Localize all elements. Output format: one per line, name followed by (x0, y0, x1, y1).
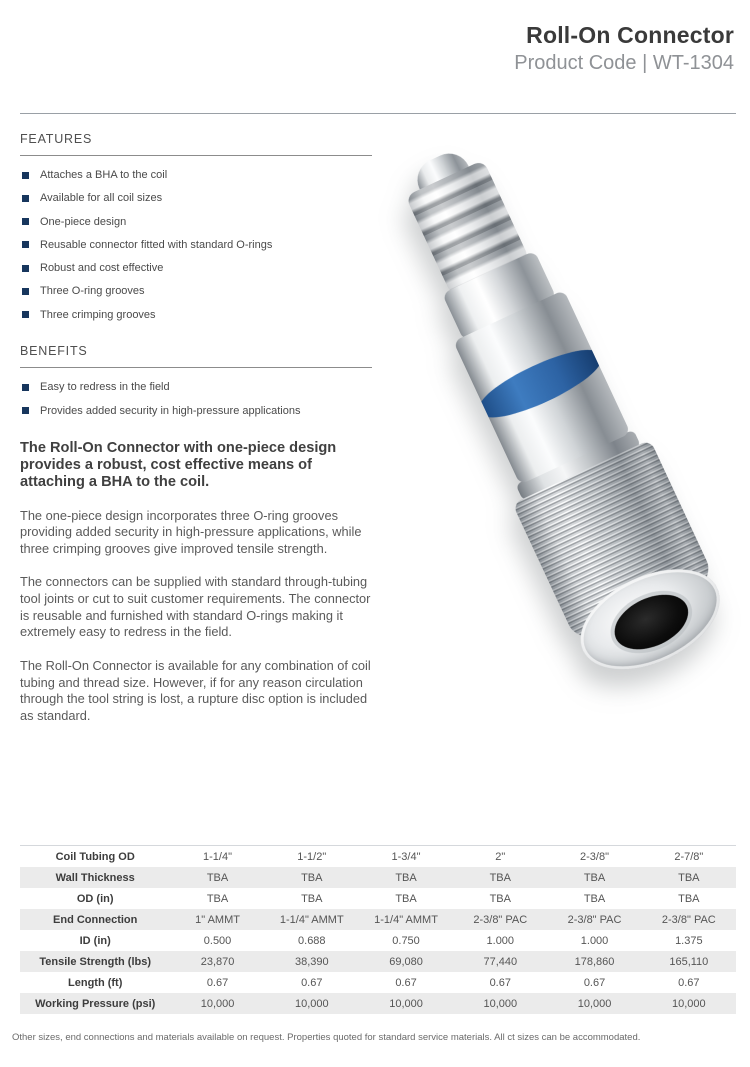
row-value: 10,000 (483, 997, 518, 1010)
row-value: 38,390 (294, 955, 329, 968)
feature-item (20, 285, 372, 299)
intro-paragraph: The Roll-On Connector with one-piece design provides a robust, cost effective means of attaching a BHA to the coil. (20, 440, 337, 490)
row-value: 1-1/4" (203, 850, 233, 863)
feature-item (20, 216, 372, 230)
bullet-square-icon (22, 407, 29, 414)
feature-text: Three crimping grooves (40, 308, 156, 321)
product-image (378, 138, 750, 683)
feature-text: Reusable connector fitted with standard O-rings (40, 238, 273, 251)
row-value: TBA (301, 871, 323, 884)
bullet-square-icon (22, 172, 29, 179)
benefits-list (20, 381, 372, 418)
body-paragraph-3: The Roll-On Connector is available for any combination of coil tubing and thread size. However, if for any reason circulation through the tool string is lost, a rupture disc option is included as standard. (20, 657, 371, 723)
bullet-square-icon (22, 265, 29, 272)
row-value: 0.67 (489, 976, 511, 989)
row-value: TBA (678, 892, 700, 905)
row-value: 1-1/4" AMMT (279, 913, 344, 926)
feature-text: Available for all coil sizes (40, 192, 163, 205)
row-value: 10,000 (200, 997, 235, 1010)
benefit-text: Easy to redress in the field (40, 381, 170, 394)
row-value: 2-3/8" (580, 850, 610, 863)
feature-text: Robust and cost effective (40, 262, 164, 274)
page-title: Roll-On Connector (526, 22, 734, 48)
row-value: TBA (206, 871, 229, 884)
row-label: End Connection (53, 913, 138, 926)
benefit-item (20, 381, 372, 395)
row-value: TBA (395, 871, 417, 884)
body-paragraph-2: The connectors can be supplied with standard through-tubing tool joints or cut to suit customer requirements. The connector is reusable and furnished with standard O-rings making it extremely easy to redress in the field. (20, 574, 371, 640)
row-value: 0.500 (203, 934, 232, 947)
row-value: 0.750 (392, 934, 420, 947)
table-row (20, 846, 736, 868)
row-value: TBA (489, 892, 511, 905)
row-value: 10,000 (389, 997, 423, 1010)
row-value: TBA (583, 871, 606, 884)
table-row (20, 888, 736, 909)
row-value: 23,870 (200, 955, 235, 968)
bullet-square-icon (22, 218, 29, 225)
bullet-square-icon (22, 288, 29, 295)
row-value: 1-1/2" (297, 850, 327, 863)
header (514, 22, 734, 75)
row-value: 0.688 (298, 934, 326, 947)
feature-text: One-piece design (40, 215, 127, 228)
row-value: 69,080 (389, 955, 423, 968)
row-label: Length (ft) (68, 976, 123, 989)
row-value: 2" (495, 850, 506, 863)
features-heading: FEATURES (20, 132, 372, 156)
row-value: 1-1/4" AMMT (374, 913, 438, 926)
row-label: OD (in) (76, 892, 114, 905)
row-value: 10,000 (294, 997, 329, 1010)
feature-item (20, 169, 372, 183)
row-value: 1.000 (580, 934, 609, 947)
table-row (20, 909, 736, 930)
row-value: 2-3/8" PAC (661, 913, 716, 926)
row-value: TBA (583, 892, 606, 905)
feature-item (20, 239, 372, 253)
feature-text: Attaches a BHA to the coil (40, 169, 168, 181)
content-column (20, 132, 372, 724)
row-value: 1.375 (675, 934, 703, 947)
spec-table-body (20, 846, 736, 1015)
feature-item (20, 262, 372, 276)
benefit-item (20, 405, 372, 419)
row-value: TBA (206, 892, 229, 905)
connector-bore-hole (606, 584, 697, 660)
features-list (20, 169, 372, 322)
row-value: 0.67 (301, 976, 323, 989)
product-code: Product Code | WT-1304 (514, 52, 734, 74)
feature-item (20, 192, 372, 206)
row-value: 0.67 (678, 976, 700, 989)
row-value: 1.000 (486, 934, 515, 947)
row-value: 10,000 (672, 997, 706, 1010)
row-value: 0.67 (583, 976, 606, 989)
table-row (20, 867, 736, 888)
row-value: 0.67 (206, 976, 229, 989)
row-value: 1" AMMT (195, 913, 240, 926)
body-paragraph-1: The one-piece design incorporates three O-ring grooves providing added security in high-pressure applications, while three crimping grooves give improved tensile strength. (20, 507, 362, 556)
table-row (20, 930, 736, 951)
row-value: TBA (395, 892, 417, 905)
row-value: 2-3/8" PAC (567, 913, 622, 926)
benefit-text: Provides added security in high-pressure applications (40, 404, 301, 417)
row-value: 178,860 (574, 955, 615, 968)
connector-illustration (358, 122, 745, 694)
row-label: Working Pressure (psi) (35, 997, 156, 1010)
table-row (20, 972, 736, 993)
table-row (20, 951, 736, 972)
bullet-square-icon (22, 384, 29, 391)
bullet-square-icon (22, 195, 29, 202)
row-value: TBA (489, 871, 511, 884)
row-value: TBA (678, 871, 700, 884)
table-row (20, 993, 736, 1014)
feature-item (20, 309, 372, 323)
connector-blue-band (473, 339, 607, 428)
footer-note: Other sizes, end connections and materials available on request. Properties quoted for standard service materials. All ct sizes can be accommodated. (12, 1032, 641, 1043)
row-value: 0.67 (395, 976, 417, 989)
benefits-heading: BENEFITS (20, 344, 372, 368)
header-divider (20, 113, 736, 114)
bullet-square-icon (22, 311, 29, 318)
row-value: TBA (301, 892, 323, 905)
bullet-square-icon (22, 241, 29, 248)
row-value: 10,000 (577, 997, 612, 1010)
row-value: 1-3/4" (391, 850, 421, 863)
feature-text: Three O-ring grooves (40, 285, 145, 298)
row-value: 77,440 (483, 955, 518, 968)
row-value: 2-3/8" PAC (473, 913, 528, 926)
row-value: 2-7/8" (674, 850, 704, 863)
row-label: ID (in) (79, 934, 111, 947)
row-label: Tensile Strength (lbs) (39, 955, 152, 968)
spec-table (20, 845, 736, 1014)
row-label: Wall Thickness (55, 871, 135, 884)
row-value: 165,110 (669, 955, 709, 968)
row-label: Coil Tubing OD (55, 850, 135, 863)
